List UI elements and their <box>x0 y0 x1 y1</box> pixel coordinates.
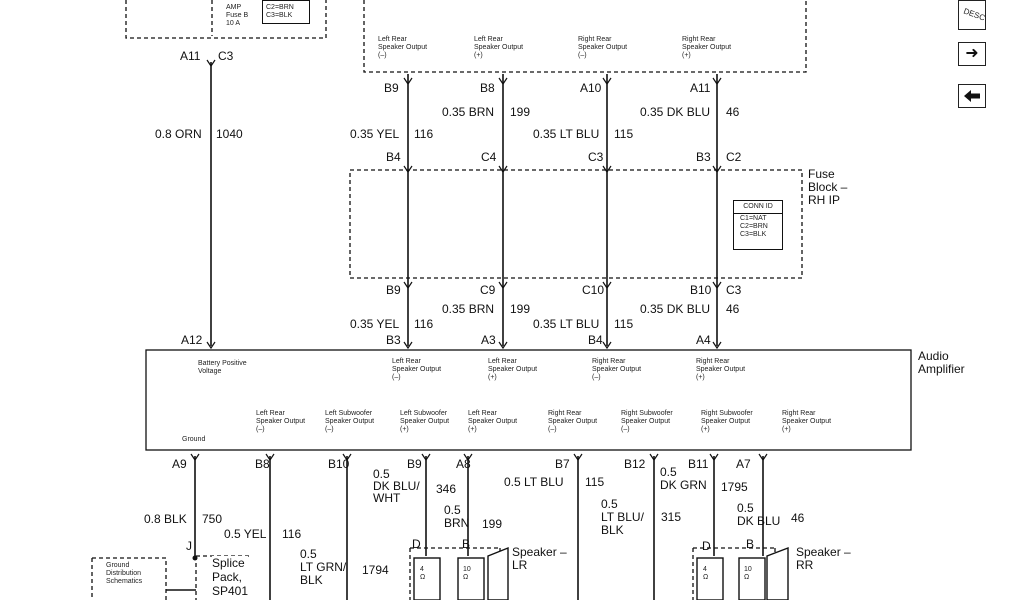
wire-color-label: 0.5 DK GRN <box>660 465 707 492</box>
circuit-number: 116 <box>414 317 434 331</box>
speaker-rr-coil-a-label: 4 Ω <box>703 566 709 581</box>
pin-label: B9 <box>384 81 399 95</box>
pin-label: B4 <box>386 150 401 164</box>
amp-ground-label: Ground <box>182 436 206 443</box>
amp-output-rsub-pos: Right Subwoofer Speaker Output (+) <box>701 410 753 433</box>
amp-input-rr-neg: Right Rear Speaker Output (–) <box>592 358 642 381</box>
speaker-lr-coil-b <box>458 558 484 600</box>
pin-label: C2 <box>726 150 742 164</box>
wire-color-label: 0.35 DK BLU <box>640 302 711 316</box>
pin-label: A4 <box>696 333 711 347</box>
pin-label: B3 <box>386 333 401 347</box>
pin-label: J <box>186 539 192 553</box>
speaker-rr-coil-b-label: 10 Ω <box>744 566 752 581</box>
wire-color-label: 0.35 YEL <box>350 127 400 141</box>
wire-color-label: 0.35 LT BLU <box>533 127 600 141</box>
speaker-lr-coil-a <box>414 558 440 600</box>
amp-output-rsub-neg: Right Subwoofer Speaker Output (–) <box>621 410 673 433</box>
amp-output-lsub-neg: Left Subwoofer Speaker Output (–) <box>325 410 375 433</box>
previous-page-button[interactable] <box>958 84 986 108</box>
ground-distribution-ref[interactable]: Ground Distribution Schematics <box>106 562 143 585</box>
wire-color-label: 0.5 BRN <box>444 503 470 530</box>
speaker-lr-coil-b-label: 10 Ω <box>463 566 471 581</box>
amp-input-lr-pos: Left Rear Speaker Output (+) <box>488 358 538 381</box>
circuit-number: 199 <box>510 302 531 316</box>
pin-label: C10 <box>582 283 605 297</box>
pin-label: B10 <box>328 457 350 471</box>
pin-label: B9 <box>407 457 422 471</box>
circuit-number: 115 <box>614 317 634 331</box>
speaker-lr-coil-a-label: 4 Ω <box>420 566 426 581</box>
circuit-number: 115 <box>585 475 605 489</box>
wire-color-label: 0.35 DK BLU <box>640 105 711 119</box>
radio-output-rr-neg: Right Rear Speaker Output (–) <box>578 36 628 59</box>
description-button[interactable] <box>958 0 986 30</box>
pin-label: A9 <box>172 457 187 471</box>
splice-pack-label: Splice Pack, SP401 <box>212 556 249 598</box>
pin-label: B11 <box>688 457 709 471</box>
wire-color-label: 0.5 DK BLU <box>737 501 781 528</box>
pin-label: B8 <box>255 457 270 471</box>
wire-color-label: 0.5 LT BLU/ BLK <box>601 497 644 537</box>
pin-label: B10 <box>690 283 712 297</box>
pin-label: C3 <box>588 150 604 164</box>
connector-chevrons <box>191 60 767 460</box>
pin-label: B3 <box>696 150 711 164</box>
amp-input-lr-neg: Left Rear Speaker Output (–) <box>392 358 442 381</box>
wire-color-label: 0.5 DK BLU/ WHT <box>373 467 420 505</box>
pin-label: A11 <box>180 49 201 63</box>
wire-color-label: 0.5 YEL <box>224 527 267 541</box>
circuit-number: 46 <box>726 302 740 316</box>
circuit-number: 199 <box>482 517 503 531</box>
speaker-lr-label: Speaker – LR <box>512 545 567 572</box>
pin-label: A7 <box>736 457 751 471</box>
wire-color-label: 0.35 BRN <box>442 105 495 119</box>
circuit-number: 1794 <box>362 563 389 577</box>
speaker-rr-coil-a <box>697 558 723 600</box>
speaker-rr-label: Speaker – RR <box>796 545 851 572</box>
pin-label: B <box>462 537 471 551</box>
pin-label: D <box>412 537 421 551</box>
amp-input-rr-pos: Right Rear Speaker Output (+) <box>696 358 746 381</box>
arrow-left-icon <box>963 89 981 103</box>
circuit-number: 199 <box>510 105 531 119</box>
amplifier-label: Audio Amplifier <box>918 349 965 376</box>
amp-output-lsub-pos: Left Subwoofer Speaker Output (+) <box>400 410 450 433</box>
circuit-number: 116 <box>282 527 302 541</box>
wire-color-label: 0.5 LT BLU <box>504 475 564 489</box>
pin-label: D <box>702 539 711 553</box>
splice-node <box>193 556 198 561</box>
pin-label: C3 <box>218 49 234 63</box>
amp-output-lr-pos: Left Rear Speaker Output (+) <box>468 410 518 433</box>
pin-label: C3 <box>726 283 742 297</box>
radio-output-lr-neg: Left Rear Speaker Output (–) <box>378 36 428 59</box>
pin-label: C4 <box>481 150 497 164</box>
amp-fuse-label: AMP Fuse B 10 A <box>226 4 249 27</box>
top-conn-id-text: C2=BRN C3=BLK <box>266 4 294 19</box>
wire-color-label: 0.8 BLK <box>144 512 187 526</box>
wire-color-label: 0.35 LT BLU <box>533 317 600 331</box>
speaker-rr-cone <box>767 548 788 600</box>
speaker-lr-cone <box>488 548 508 600</box>
pin-label: A12 <box>181 333 203 347</box>
circuit-number: 46 <box>791 511 805 525</box>
pin-label: A3 <box>481 333 496 347</box>
fuse-block-label: Fuse Block – RH IP <box>808 167 848 207</box>
circuit-number: 115 <box>614 127 634 141</box>
conn-id-rows: C1=NAT C2=BRN C3=BLK <box>740 215 768 238</box>
pin-label: A11 <box>690 81 711 95</box>
wire-color-label: 0.5 LT GRN/ BLK <box>300 547 347 587</box>
amp-output-lr-neg: Left Rear Speaker Output (–) <box>256 410 306 433</box>
circuit-number: 1040 <box>216 127 243 141</box>
next-page-button[interactable] <box>958 42 986 66</box>
pin-label: B4 <box>588 333 603 347</box>
circuit-number: 315 <box>661 510 682 524</box>
pin-label: B9 <box>386 283 401 297</box>
conn-id-title: CONN ID <box>734 203 782 214</box>
radio-output-lr-pos: Left Rear Speaker Output (+) <box>474 36 524 59</box>
pin-label: B7 <box>555 457 570 471</box>
circuit-number: 1795 <box>721 480 748 494</box>
amp-output-rr-pos: Right Rear Speaker Output (+) <box>782 410 832 433</box>
wire-color-label: 0.35 BRN <box>442 302 495 316</box>
pin-label: B8 <box>480 81 495 95</box>
pin-label: A8 <box>456 457 471 471</box>
wire-color-label: 0.8 ORN <box>155 127 202 141</box>
circuit-number: 46 <box>726 105 740 119</box>
pin-label: B <box>746 537 755 551</box>
arrow-right-icon: ➜ <box>965 45 979 62</box>
pin-label: C9 <box>480 283 496 297</box>
radio-output-rr-pos: Right Rear Speaker Output (+) <box>682 36 732 59</box>
wire-color-label: 0.35 YEL <box>350 317 400 331</box>
top-conn-id-box <box>262 0 310 24</box>
amp-output-rr-neg: Right Rear Speaker Output (–) <box>548 410 598 433</box>
circuit-number: 750 <box>202 512 223 526</box>
speaker-rr-coil-b <box>739 558 765 600</box>
desc-icon: DESC <box>962 6 987 23</box>
amp-battery-label: Battery Positive Voltage <box>198 360 247 375</box>
pin-label: B12 <box>624 457 646 471</box>
fuse-block-conn-id-box <box>733 200 783 250</box>
circuit-number: 346 <box>436 482 457 496</box>
circuit-number: 116 <box>414 127 434 141</box>
pin-label: A10 <box>580 81 602 95</box>
